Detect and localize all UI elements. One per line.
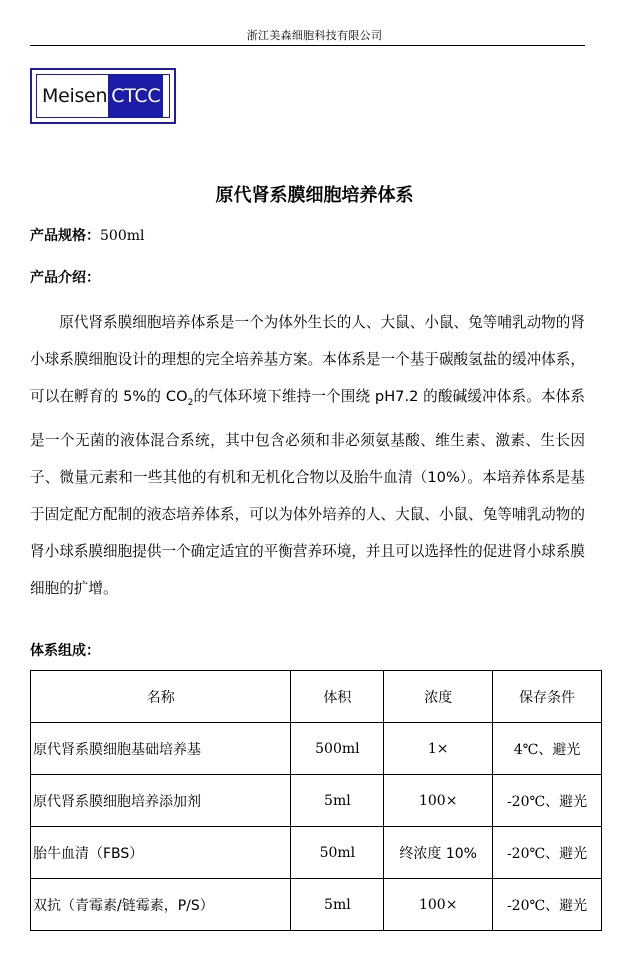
cell-name: 原代肾系膜细胞培养添加剂 <box>31 775 291 827</box>
cell-name: 原代肾系膜细胞基础培养基 <box>31 723 291 775</box>
header-divider <box>30 45 585 46</box>
spec-value: 500ml <box>100 228 145 244</box>
header-concentration: 浓度 <box>384 671 493 723</box>
cell-volume: 500ml <box>291 723 384 775</box>
cell-storage: -20℃、避光 <box>493 827 602 879</box>
cell-volume: 50ml <box>291 827 384 879</box>
cell-name: 胎牛血清（FBS） <box>31 827 291 879</box>
intro-paragraph <box>30 304 585 607</box>
header-name: 名称 <box>31 671 291 723</box>
header-company-name: 浙江美森细胞科技有限公司 <box>246 29 383 42</box>
cell-storage: 4℃、避光 <box>493 723 602 775</box>
cell-volume: 5ml <box>291 879 384 931</box>
table-row <box>31 723 602 775</box>
cell-concentration: 终浓度 10% <box>384 827 493 879</box>
cell-concentration: 100× <box>384 775 493 827</box>
composition-table <box>30 670 602 931</box>
table-row <box>31 775 602 827</box>
cell-concentration: 100× <box>384 879 493 931</box>
cell-storage: -20℃、避光 <box>493 775 602 827</box>
intro-text-part1: 原代肾系膜细胞培养体系是一个为体外生长的人、大鼠、小鼠、兔等哺乳动物的肾小球系膜细胞设计的理想的完全培养基方案。本体系是一个基于碳酸氢盐的缓冲体系，可以在孵育的 5%的 CO <box>30 314 585 405</box>
composition-heading: 体系组成： <box>30 643 100 659</box>
logo-text-ctcc: CTCC <box>108 75 163 117</box>
spec-label: 产品规格： <box>30 228 100 244</box>
header-storage: 保存条件 <box>493 671 602 723</box>
cell-concentration: 1× <box>384 723 493 775</box>
logo-frame <box>36 74 170 118</box>
table-row <box>31 879 602 931</box>
co2-subscript: 2 <box>187 397 194 408</box>
intro-text-part2: 的气体环境下维持一个围绕 pH7.2 的酸碱缓冲体系。本体系是一个无菌的液体混合系统，其中包含必须和非必须氨基酸、维生素、激素、生长因子、微量元素和一些其他的有机和无机化合物以及胎牛血清（10%）。本培养体系是基于固定配方配制的液态培养体系，可以为体外培养的人、大鼠、小鼠、兔等哺乳动物的肾小球系膜细胞提供一个确定适宜的平衡营养环境，并且可以选择性的促进肾小球系膜细胞的扩增。 <box>30 388 586 597</box>
document-title: 原代肾系膜细胞培养体系 <box>215 185 414 206</box>
intro-heading: 产品介绍： <box>30 270 100 286</box>
cell-name: 双抗（青霉素/链霉素，P/S） <box>31 879 291 931</box>
table-header-row <box>31 671 602 723</box>
table-row <box>31 827 602 879</box>
cell-storage: -20℃、避光 <box>493 879 602 931</box>
header-volume: 体积 <box>291 671 384 723</box>
product-spec <box>30 225 144 245</box>
logo-text-meisen: Meisen <box>42 85 108 107</box>
company-logo <box>30 68 176 124</box>
cell-volume: 5ml <box>291 775 384 827</box>
